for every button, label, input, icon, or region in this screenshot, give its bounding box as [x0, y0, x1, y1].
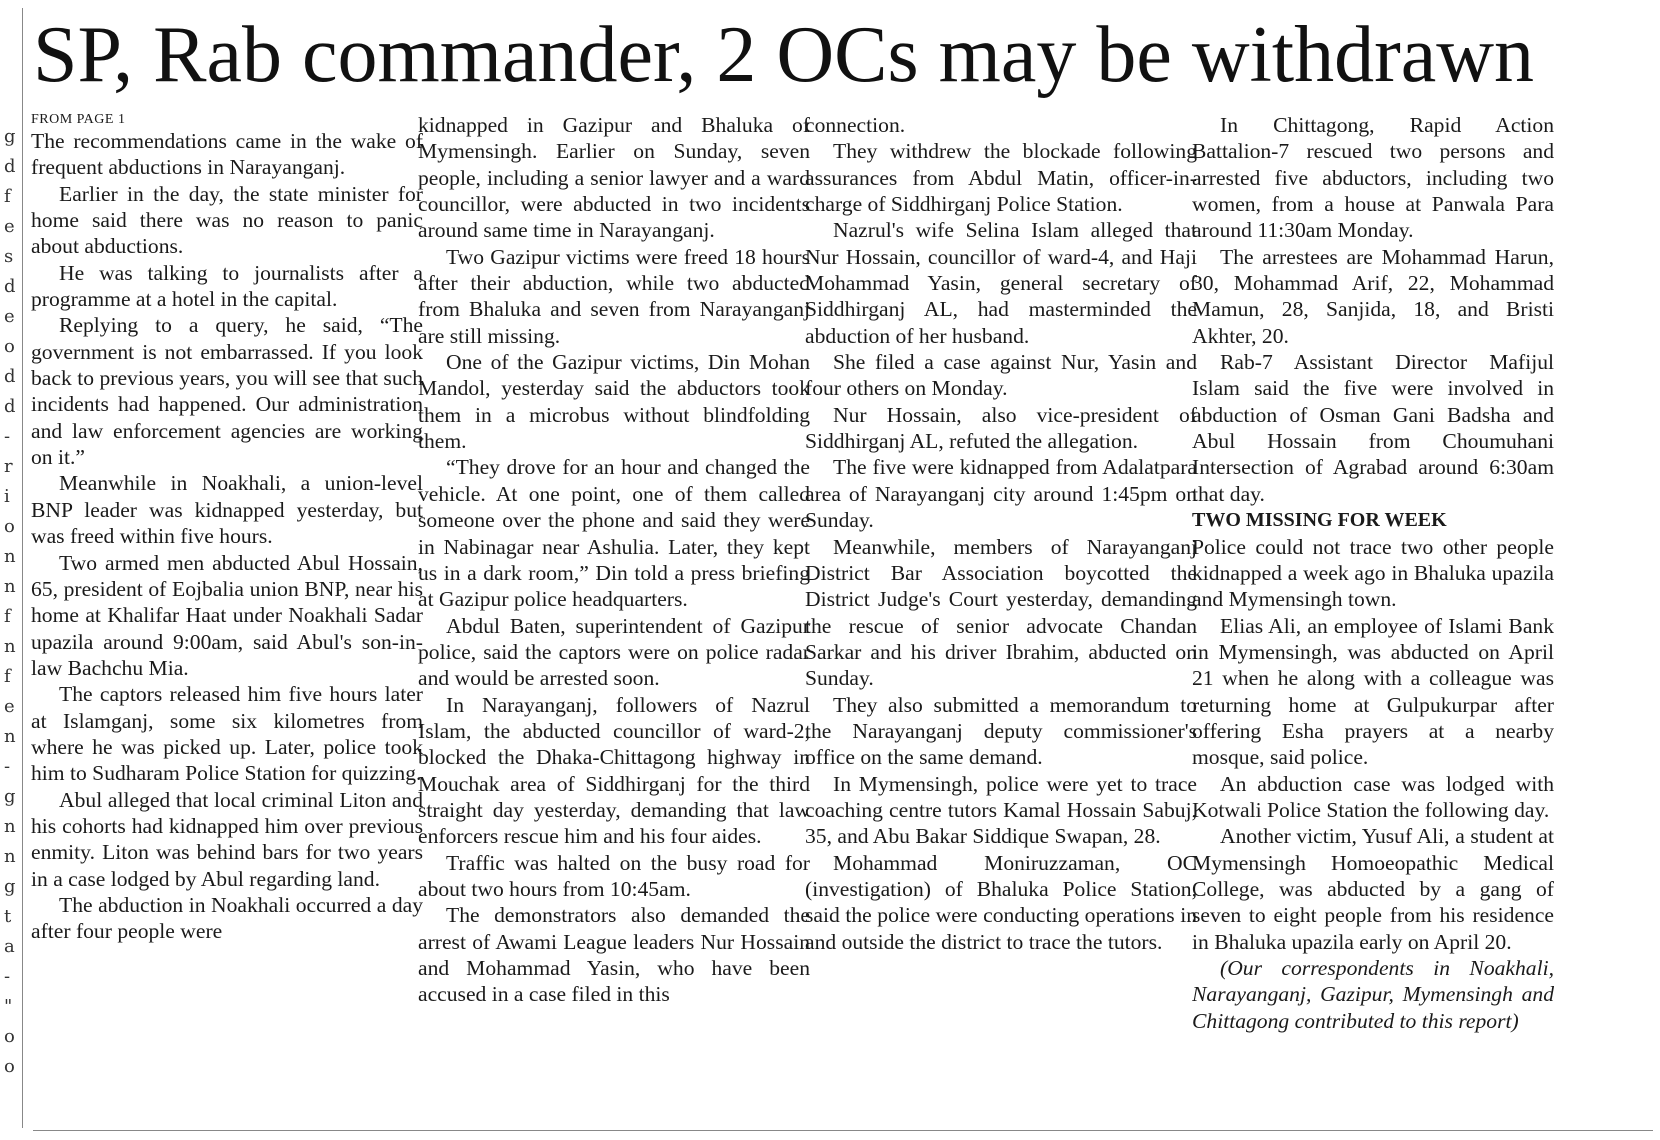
- margin-fragment-glyph: n: [4, 846, 16, 867]
- margin-fragment-glyph: f: [4, 186, 11, 207]
- margin-fragment-glyph: n: [4, 726, 16, 747]
- margin-fragment-glyph: g: [4, 786, 16, 807]
- section-subhead: TWO MISSING FOR WEEK: [1192, 509, 1447, 532]
- paragraph: One of the Gazipur victims, Din Mohan Mandol, yesterday said the abductors took them in a microbus without blindfolding them.: [418, 350, 810, 454]
- margin-fragment-glyph: d: [4, 156, 16, 177]
- margin-fragment-glyph: -: [4, 966, 11, 987]
- paragraph: Earlier in the day, the state minister for home said there was no reason to panic about abductions.: [31, 181, 423, 259]
- jump-kicker: FROM PAGE 1: [31, 112, 126, 127]
- bottom-rule: [33, 1130, 1653, 1131]
- paragraph: Mohammad Moniruzzaman, OC (investigation) of Bhaluka Police Station, said the police were conducting operations in and outside the district to trace the tutors.: [805, 850, 1197, 954]
- margin-fragment-glyph: d: [4, 276, 16, 297]
- article-column-4: [1192, 112, 1554, 1122]
- paragraph: The captors released him five hours later at Islamganj, some six kilometres from where he was picked up. Later, police took him to Sudharam Police Station for quizzing.: [31, 682, 423, 786]
- paragraph: The recommendations came in the wake of frequent abductions in Narayanganj.: [31, 129, 423, 180]
- paragraph: The abduction in Noakhali occurred a day after four people were: [31, 892, 423, 944]
- margin-fragment-glyph: r: [4, 456, 13, 477]
- paragraph: Abdul Baten, superintendent of Gazipur police, said the captors were on police radar and would be arrested soon.: [418, 613, 810, 691]
- paragraph: An abduction case was lodged with Kotwali Police Station the following day.: [1192, 771, 1554, 822]
- margin-fragment-glyph: f: [4, 666, 11, 687]
- paragraph: Nazrul's wife Selina Islam alleged that Nur Hossain, councillor of ward-4, and Haji Mohammad Yasin, general secretary of Siddhirganj AL, had masterminded the abduction of her husband.: [805, 218, 1197, 348]
- headline: SP, Rab commander, 2 OCs may be withdrawn: [33, 11, 1535, 99]
- margin-fragment-glyph: a: [4, 936, 15, 957]
- paragraph: Rab-7 Assistant Director Mafijul Islam said the five were involved in abduction of Osman Gani Badsha and Abul Hossain from Choumuhani Intersection of Agrabad around 6:30am that day.: [1192, 350, 1554, 506]
- article-column-1: [31, 112, 423, 1122]
- paragraph: In Mymensingh, police were yet to trace coaching centre tutors Kamal Hossain Sabuj, 35, and Abu Bakar Siddique Swapan, 28.: [805, 771, 1197, 849]
- margin-fragment-glyph: g: [4, 126, 16, 147]
- paragraph: She filed a case against Nur, Yasin and four others on Monday.: [805, 350, 1197, 401]
- correspondent-credit: (Our correspondents in Noakhali, Narayanganj, Gazipur, Mymensingh and Chittagong contributed to this report): [1192, 956, 1554, 1033]
- margin-fragment-glyph: -: [4, 756, 11, 777]
- margin-fragment-glyph: e: [4, 216, 15, 237]
- margin-fragment-glyph: o: [4, 1026, 15, 1047]
- adjacent-column-fragment: [0, 0, 18, 1140]
- paragraph: They also submitted a memorandum to the Narayanganj deputy commissioner's office on the same demand.: [805, 692, 1197, 770]
- paragraph: “They drove for an hour and changed the vehicle. At one point, one of them called someone over the phone and said they were in Nabinagar near Ashulia. Later, they kept us in a dark room,” Din told a press briefing at Gazipur police headquarters.: [418, 455, 810, 612]
- article-column-2: [418, 112, 810, 1122]
- paragraph: kidnapped in Gazipur and Bhaluka of Mymensingh. Earlier on Sunday, seven people, including a senior lawyer and a ward councillor, were abducted in two incidents around same time in Narayanganj.: [418, 113, 810, 243]
- margin-fragment-glyph: s: [4, 246, 14, 267]
- paragraph: Meanwhile in Noakhali, a union-level BNP leader was kidnapped yesterday, but was freed within five hours.: [31, 471, 423, 549]
- paragraph: Police could not trace two other people kidnapped a week ago in Bhaluka upazila and Mymensingh town.: [1192, 534, 1554, 612]
- paragraph: In Chittagong, Rapid Action Battalion-7 rescued two persons and arrested five abductors, including two women, from a house at Panwala Para around 11:30am Monday.: [1192, 113, 1554, 243]
- margin-fragment-glyph: o: [4, 336, 15, 357]
- margin-fragment-glyph: n: [4, 816, 16, 837]
- margin-fragment-glyph: n: [4, 546, 16, 567]
- paragraph: Another victim, Yusuf Ali, a student at Mymensingh Homoeopathic Medical College, was abducted by a gang of seven to eight people from his residence in Bhaluka upazila early on April 20.: [1192, 824, 1554, 954]
- paragraph: The demonstrators also demanded the arrest of Awami League leaders Nur Hossain and Mohammad Yasin, who have been accused in a case filed in this: [418, 903, 810, 1007]
- paragraph: Abul alleged that local criminal Liton and his cohorts had kidnapped him over previous enmity. Liton was behind bars for two years in a case lodged by Abul regarding land.: [31, 787, 423, 891]
- paragraph: Two armed men abducted Abul Hossain, 65, president of Eojbalia union BNP, near his home at Khalifar Haat under Noakhali Sadar upazila around 9:00am, said Abul's son-in-law Bachchu Mia.: [31, 550, 423, 680]
- margin-fragment-glyph: o: [4, 1056, 15, 1077]
- margin-fragment-glyph: d: [4, 396, 16, 417]
- column-divider: [22, 8, 23, 1128]
- margin-fragment-glyph: -: [4, 426, 11, 447]
- paragraph: The five were kidnapped from Adalatpara area of Narayanganj city around 1:45pm on Sunday.: [805, 455, 1197, 533]
- margin-fragment-glyph: g: [4, 876, 16, 897]
- paragraph: They withdrew the blockade following assurances from Abdul Matin, officer-in-charge of Siddhirganj Police Station.: [805, 139, 1197, 217]
- paragraph: Nur Hossain, also vice-president of Siddhirganj AL, refuted the allegation.: [805, 402, 1197, 454]
- paragraph: In Narayanganj, followers of Nazrul Islam, the abducted councillor of ward-2, blocked the Dhaka-Chittagong highway in Mouchak area of Siddhirganj for the third straight day yesterday, demanding that law enforcers rescue him and his four aides.: [418, 692, 810, 849]
- margin-fragment-glyph: ": [4, 996, 13, 1017]
- margin-fragment-glyph: n: [4, 576, 16, 597]
- margin-fragment-glyph: e: [4, 306, 15, 327]
- margin-fragment-glyph: d: [4, 366, 16, 387]
- paragraph: Replying to a query, he said, “The government is not embarrassed. If you look back to previous years, you will see that such incidents had happened. Our administration and law enforcement agencies are working on it.”: [31, 313, 423, 470]
- paragraph: Elias Ali, an employee of Islami Bank in Mymensingh, was abducted on April 21 when he along with a colleague was returning home at Gulpukurpar after offering Esha prayers at a nearby mosque, said police.: [1192, 613, 1554, 770]
- paragraph: The arrestees are Mohammad Harun, 30, Mohammad Arif, 22, Mohammad Mamun, 28, Sanjida, 18, and Bristi Akhter, 20.: [1192, 244, 1554, 348]
- margin-fragment-glyph: f: [4, 606, 11, 627]
- paragraph: Traffic was halted on the busy road for about two hours from 10:45am.: [418, 850, 810, 901]
- paragraph: He was talking to journalists after a programme at a hotel in the capital.: [31, 260, 423, 312]
- margin-fragment-glyph: t: [4, 906, 12, 927]
- article-column-3: [805, 112, 1197, 1122]
- paragraph: connection.: [805, 113, 906, 137]
- paragraph: Meanwhile, members of Narayanganj District Bar Association boycotted the District Judge's Court yesterday, demanding the rescue of senior advocate Chandan Sarkar and his driver Ibrahim, abducted on Sunday.: [805, 534, 1197, 691]
- margin-fragment-glyph: i: [4, 486, 10, 507]
- paragraph: Two Gazipur victims were freed 18 hours after their abduction, while two abducted from Bhaluka and seven from Narayanganj are still missing.: [418, 244, 810, 348]
- margin-fragment-glyph: o: [4, 516, 15, 537]
- margin-fragment-glyph: n: [4, 636, 16, 657]
- margin-fragment-glyph: e: [4, 696, 15, 717]
